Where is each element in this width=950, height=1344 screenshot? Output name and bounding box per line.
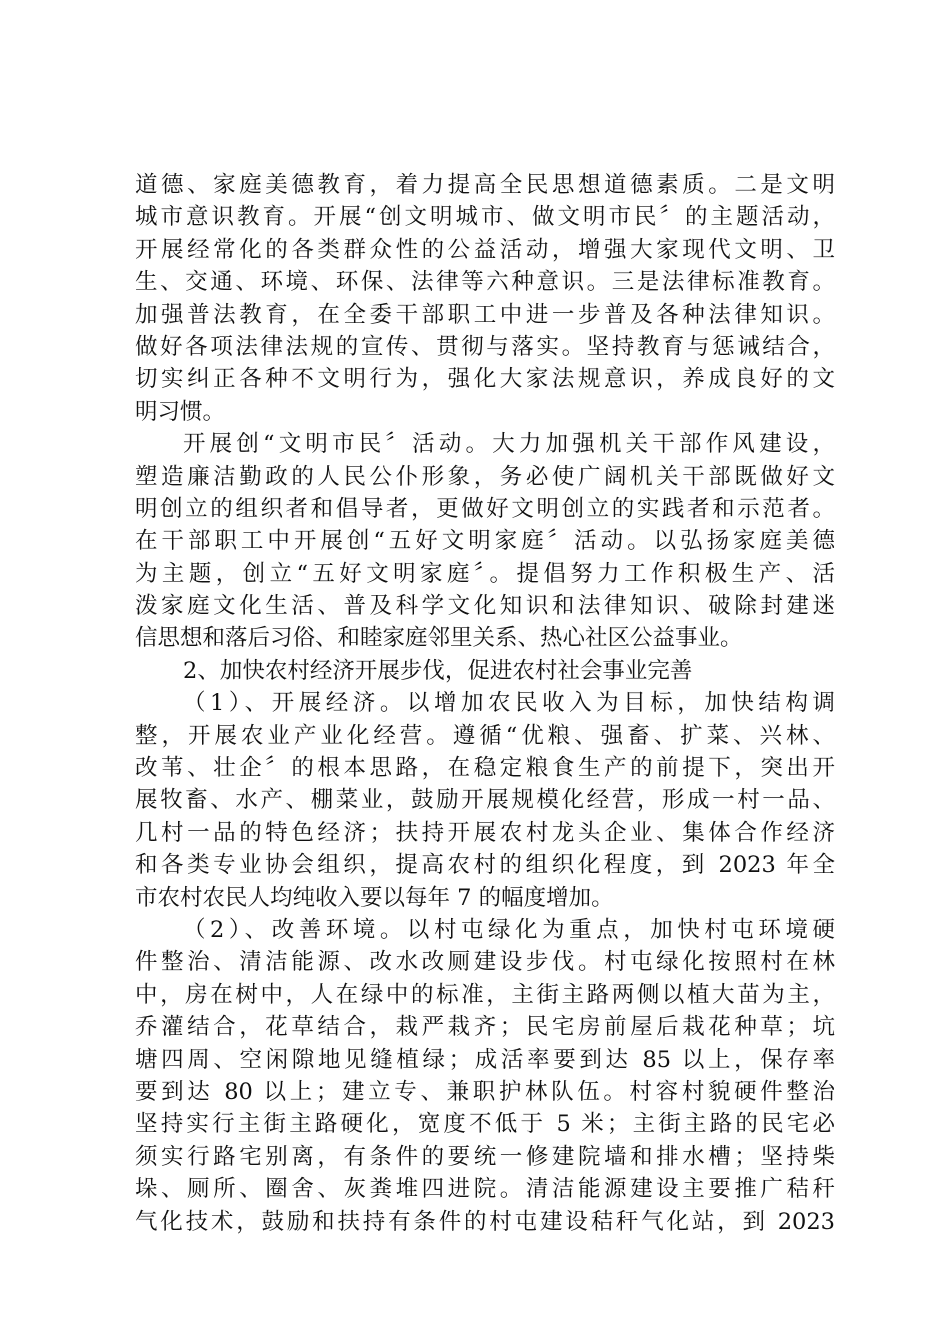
text-line: 城市意识教育。开展“创文明城市、做文明市民〞的主题活动，: [135, 204, 835, 231]
text-line: 垛、厕所、圈舍、灰粪堆四进院。清洁能源建设主要推广秸秆: [135, 1176, 835, 1203]
text-line: 和各类专业协会组织，提高农村的组织化程度，到 2023 年全: [135, 852, 835, 879]
text-line: 明创立的组织者和倡导者，更做好文明创立的实践者和示范者。: [135, 495, 835, 522]
text-line: 泼家庭文化生活、普及科学文化知识和法律知识、破除封建迷: [135, 593, 835, 620]
text-line: 开展创“文明市民〞活动。大力加强机关干部作风建设，: [183, 431, 835, 458]
text-line: 加强普法教育，在全委干部职工中进一步普及各种法律知识。: [135, 301, 835, 328]
text-line: 生、交通、环境、环保、法律等六种意识。三是法律标准教育。: [135, 269, 835, 296]
text-line: 在干部职工中开展创“五好文明家庭〞活动。以弘扬家庭美德: [135, 528, 835, 555]
text-line: 整，开展农业产业化经营。遵循“优粮、强畜、扩菜、兴林、: [135, 722, 835, 749]
text-line: 塑造廉洁勤政的人民公仆形象，务必使广阔机关干部既做好文: [135, 463, 835, 490]
text-line: 2、加快农村经济开展步伐，促进农村社会事业完善: [183, 657, 693, 684]
text-line: 改苇、壮企〞的根本思路，在稳定粮食生产的前提下，突出开: [135, 755, 835, 782]
text-line: 切实纠正各种不文明行为，强化大家法规意识，养成良好的文: [135, 366, 835, 393]
text-line: 塘四周、空闲隙地见缝植绿；成活率要到达 85 以上，保存率: [135, 1046, 835, 1073]
text-line: 几村一品的特色经济；扶持开展农村龙头企业、集体合作经济: [135, 819, 835, 846]
text-line: 明习惯。: [135, 398, 226, 425]
document-body: [135, 169, 835, 1238]
text-line: （2）、改善环境。以村屯绿化为重点，加快村屯环境硬: [183, 916, 835, 943]
text-line: 道德、家庭美德教育，着力提高全民思想道德素质。二是文明: [135, 172, 835, 198]
text-line: 乔灌结合，花草结合，栽严栽齐；民宅房前屋后栽花种草；坑: [135, 1014, 835, 1041]
text-line: 要到达 80 以上；建立专、兼职护林队伍。村容村貌硬件整治: [135, 1078, 835, 1105]
text-line: 为主题，创立“五好文明家庭〞。提倡努力工作积极生产、活: [135, 560, 835, 587]
text-line: 气化技术，鼓励和扶持有条件的村屯建设秸秆气化站，到 2023: [135, 1208, 835, 1235]
text-line: 开展经常化的各类群众性的公益活动，增强大家现代文明、卫: [135, 236, 835, 263]
text-line: （1）、开展经济。以增加农民收入为目标，加快结构调: [183, 690, 835, 717]
text-line: 须实行路宅别离，有条件的要统一修建院墙和排水槽；坚持柴: [135, 1143, 835, 1170]
text-line: 中，房在树中，人在绿中的标准，主街主路两侧以植大苗为主，: [135, 981, 835, 1008]
text-line: 坚持实行主街主路硬化，宽度不低于 5 米；主街主路的民宅必: [135, 1111, 835, 1138]
text-line: 信思想和落后习俗、和睦家庭邻里关系、热心社区公益事业。: [135, 625, 743, 652]
text-line: 市农村农民人均纯收入要以每年 7 的幅度增加。: [135, 884, 614, 911]
text-line: 展牧畜、水产、棚菜业，鼓励开展规模化经营，形成一村一品、: [135, 787, 835, 814]
text-line: 件整治、清洁能源、改水改厕建设步伐。村屯绿化按照村在林: [135, 949, 835, 976]
text-line: 做好各项法律法规的宣传、贯彻与落实。坚持教育与惩诫结合，: [135, 333, 835, 360]
